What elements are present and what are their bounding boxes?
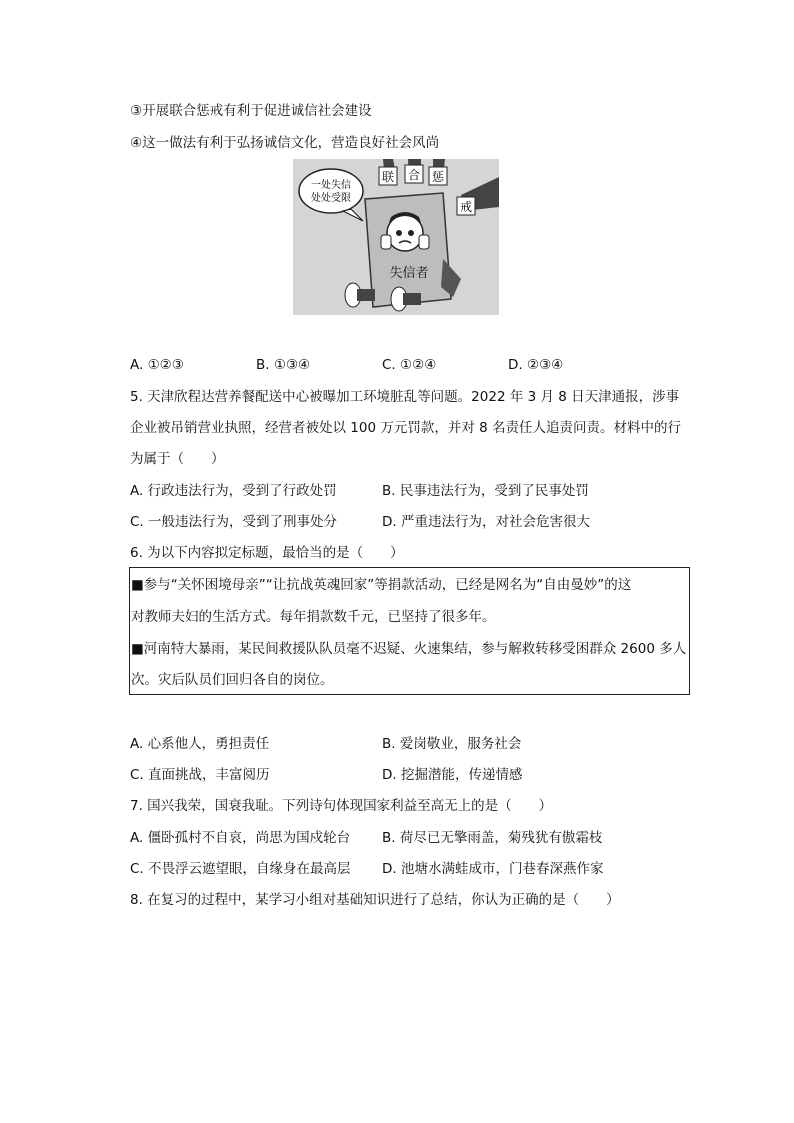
- q6-box-line3: ■河南特大暴雨，某民间救援队队员毫不迟疑、火速集结，参与解救转移受困群众 2600 多人: [131, 641, 687, 657]
- q6-option-c[interactable]: C. 直面挑战，丰富阅历: [130, 767, 270, 783]
- statement-4: ④这一做法有利于弘扬诚信文化，营造良好社会风尚: [130, 135, 440, 151]
- cartoon-illustration: [293, 159, 499, 315]
- worried-face: [387, 215, 423, 251]
- q6-option-a[interactable]: A. 心系他人，勇担责任: [130, 736, 270, 752]
- q5-option-a[interactable]: A. 行政违法行为，受到了行政处罚: [130, 483, 337, 499]
- bubble-text-2: 处处受限: [311, 193, 351, 204]
- speech-bubble: [299, 169, 363, 213]
- bubble-text-1: 一处失信: [311, 180, 351, 191]
- q6-option-d[interactable]: D. 挖掘潜能，传递情感: [382, 767, 523, 783]
- q6-box-line4: 次。灾后队员们回归各自的岗位。: [131, 672, 334, 688]
- q8-stem: 8. 在复习的过程中，某学习小组对基础知识进行了总结，你认为正确的是（ ）: [130, 892, 620, 908]
- q5-option-d[interactable]: D. 严重违法行为，对社会危害很大: [382, 514, 590, 530]
- q4-option-d[interactable]: D. ②③④: [508, 357, 564, 373]
- stamp-char-3: 惩: [431, 170, 445, 184]
- sign-label: 失信者: [389, 266, 429, 281]
- q5-stem-line2: 企业被吊销营业执照，经营者被处以 100 万元罚款，并对 8 名责任人追责问责。材料中的行: [130, 420, 682, 436]
- q7-option-a[interactable]: A. 僵卧孤村不自哀，尚思为国戍轮台: [130, 830, 351, 846]
- stamp-char-2: 合: [407, 168, 421, 182]
- q6-box-line2: 对教师夫妇的生活方式。每年捐款数千元，已坚持了很多年。: [131, 609, 496, 625]
- q7-option-d[interactable]: D. 池塘水满蛙成市，门巷春深燕作家: [382, 861, 604, 877]
- q5-stem-line1: 5. 天津欣程达营养餐配送中心被曝加工环境脏乱等问题。2022 年 3 月 8 日天津通报，涉事: [130, 389, 680, 405]
- q7-stem: 7. 国兴我荣，国衰我耻。下列诗句体现国家利益至高无上的是（ ）: [130, 798, 553, 814]
- statement-3: ③开展联合惩戒有利于促进诚信社会建设: [130, 103, 372, 119]
- q4-option-a[interactable]: A. ①②③: [130, 357, 184, 373]
- stamp-char-4: 戒: [459, 200, 473, 214]
- stamp-char-1: 联: [381, 170, 395, 184]
- q4-option-c[interactable]: C. ①②④: [382, 357, 437, 373]
- q6-stem: 6. 为以下内容拟定标题，最恰当的是（ ）: [130, 545, 404, 561]
- q7-option-b[interactable]: B. 荷尽已无擎雨盖，菊残犹有傲霜枝: [382, 830, 603, 846]
- q4-option-b[interactable]: B. ①③④: [256, 357, 311, 373]
- q6-option-b[interactable]: B. 爱岗敬业，服务社会: [382, 736, 522, 752]
- q5-stem-line3: 为属于（ ）: [130, 451, 225, 467]
- q5-option-b[interactable]: B. 民事违法行为，受到了民事处罚: [382, 483, 589, 499]
- q6-box-line1: ■参与“关怀困境母亲”“让抗战英魂回家”等捐款活动，已经是网名为“自由曼妙”的这: [131, 577, 632, 593]
- q5-option-c[interactable]: C. 一般违法行为，受到了刑事处分: [130, 514, 338, 530]
- q7-option-c[interactable]: C. 不畏浮云遮望眼，自缘身在最高层: [130, 861, 351, 877]
